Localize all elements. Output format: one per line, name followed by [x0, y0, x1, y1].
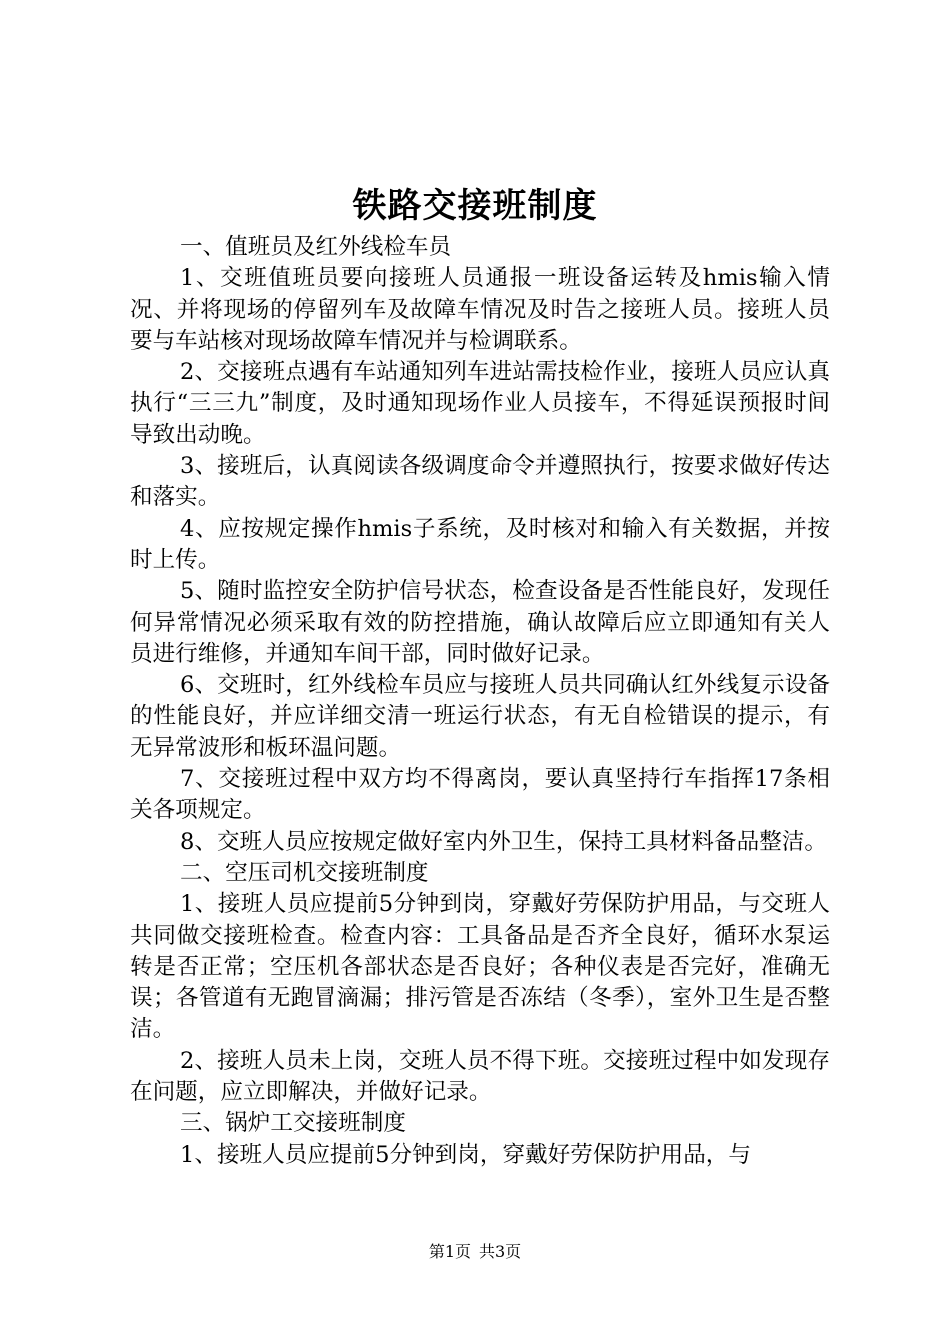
section-heading-2: 二、空压司机交接班制度: [180, 859, 429, 886]
paragraph: 1、接班人员应提前5分钟到岗，穿戴好劳保防护用品，与: [180, 1141, 751, 1168]
document-body: [130, 232, 830, 1171]
paragraph: 6、交班时，红外线检车员应与接班人员共同确认红外线复示设备的性能良好，并应详细交清一班运行状态，有无自检错误的提示，有无异常波形和板环温问题。: [130, 672, 830, 761]
page-footer: [0, 1241, 950, 1263]
paragraph: 1、交班值班员要向接班人员通报一班设备运转及hmis输入情况、并将现场的停留列车及故障车情况及时告之接班人员。接班人员要与车站核对现场故障车情况并与检调联系。: [130, 265, 830, 354]
paragraph: 2、交接班点遇有车站通知列车进站需技检作业，接班人员应认真执行“三三九”制度，及时通知现场作业人员接车，不得延误预报时间导致出动晚。: [130, 359, 830, 448]
paragraph: 7、交接班过程中双方均不得离岗，要认真坚持行车指挥17条相关各项规定。: [130, 766, 830, 824]
paragraph: 2、接班人员未上岗，交班人员不得下班。交接班过程中如发现存在问题，应立即解决，并做好记录。: [130, 1047, 830, 1106]
paragraph: 1、接班人员应提前5分钟到岗，穿戴好劳保防护用品，与交班人共同做交接班检查。检查内容：工具备品是否齐全良好，循环水泵运转是否正常；空压机各部状态是否良好；各种仪表是否完好，准确无误；各管道有无跑冒滴漏；排污管是否冻结（冬季），室外卫生是否整洁。: [130, 891, 830, 1043]
page-number: 第1页: [428, 1242, 471, 1261]
paragraph: 4、应按规定操作hmis子系统，及时核对和输入有关数据，并按时上传。: [130, 515, 830, 573]
paragraph: 8、交班人员应按规定做好室内外卫生，保持工具材料备品整洁。: [180, 828, 827, 855]
section-heading-3: 三、锅炉工交接班制度: [180, 1110, 406, 1137]
paragraph: 3、接班后，认真阅读各级调度命令并遵照执行，按要求做好传达和落实。: [130, 453, 830, 511]
page-total: 共3页: [479, 1242, 522, 1261]
paragraph: 5、随时监控安全防护信号状态，检查设备是否性能良好，发现任何异常情况必须采取有效的防控措施，确认故障后应立即通知有关人员进行维修，并通知车间干部，同时做好记录。: [130, 578, 830, 667]
document-title: 铁路交接班制度: [352, 186, 598, 226]
section-heading-1: 一、值班员及红外线检车员: [180, 234, 452, 260]
